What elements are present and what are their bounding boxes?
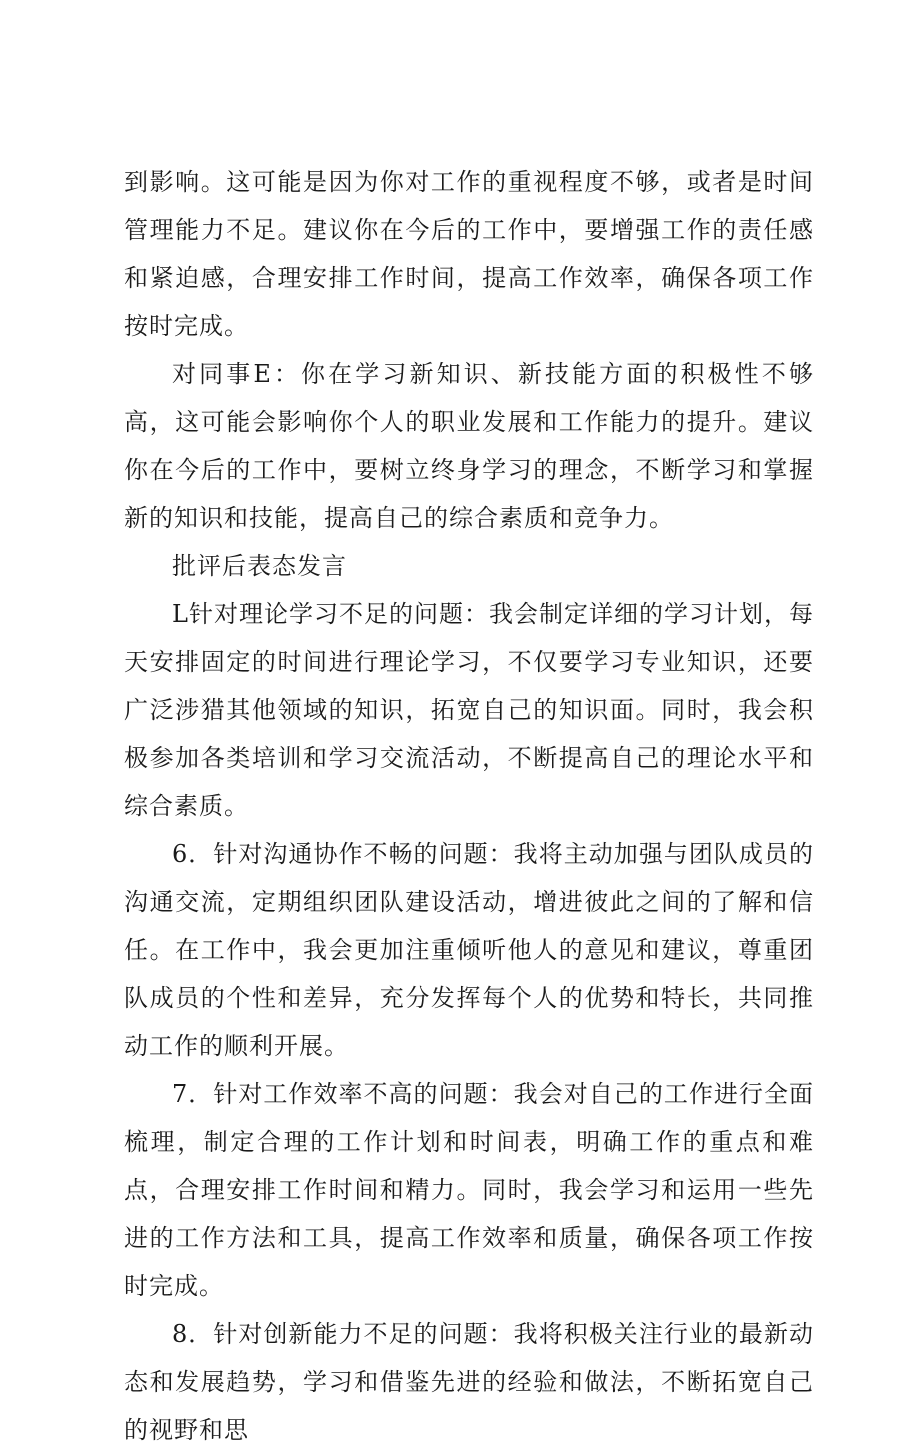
paragraph-continuation: 到影响。这可能是因为你对工作的重视程度不够，或者是时间管理能力不足。建议你在今后的工作中，要增强工作的责任感和紧迫感，合理安排工作时间，提高工作效率，确保各项工作按时完成。 xyxy=(124,168,814,340)
paragraph-colleague-e: 对同事E：你在学习新知识、新技能方面的积极性不够高，这可能会影响你个人的职业发展和工作能力的提升。建议你在今后的工作中，要树立终身学习的理念，不断学习和掌握新的知识和技能，提高自己的综合素质和竞争力。 xyxy=(124,360,814,532)
paragraph-item-l: L针对理论学习不足的问题：我会制定详细的学习计划，每天安排固定的时间进行理论学习，不仅要学习专业知识，还要广泛涉猎其他领域的知识，拓宽自己的知识面。同时，我会积极参加各类培训和学习交流活动，不断提高自己的理论水平和综合素质。 xyxy=(124,600,814,820)
paragraph-item-6: 6．针对沟通协作不畅的问题：我将主动加强与团队成员的沟通交流，定期组织团队建设活动，增进彼此之间的了解和信任。在工作中，我会更加注重倾听他人的意见和建议，尊重团队成员的个性和差异，充分发挥每个人的优势和特长，共同推动工作的顺利开展。 xyxy=(124,840,814,1060)
paragraph-item-7: 7．针对工作效率不高的问题：我会对自己的工作进行全面梳理，制定合理的工作计划和时间表，明确工作的重点和难点，合理安排工作时间和精力。同时，我会学习和运用一些先进的工作方法和工具，提高工作效率和质量，确保各项工作按时完成。 xyxy=(124,1080,814,1300)
paragraph-item-8: 8．针对创新能力不足的问题：我将积极关注行业的最新动态和发展趋势，学习和借鉴先进的经验和做法，不断拓宽自己的视野和思 xyxy=(124,1320,814,1444)
section-heading: 批评后表态发言 xyxy=(172,552,347,580)
document-body xyxy=(124,158,814,1454)
